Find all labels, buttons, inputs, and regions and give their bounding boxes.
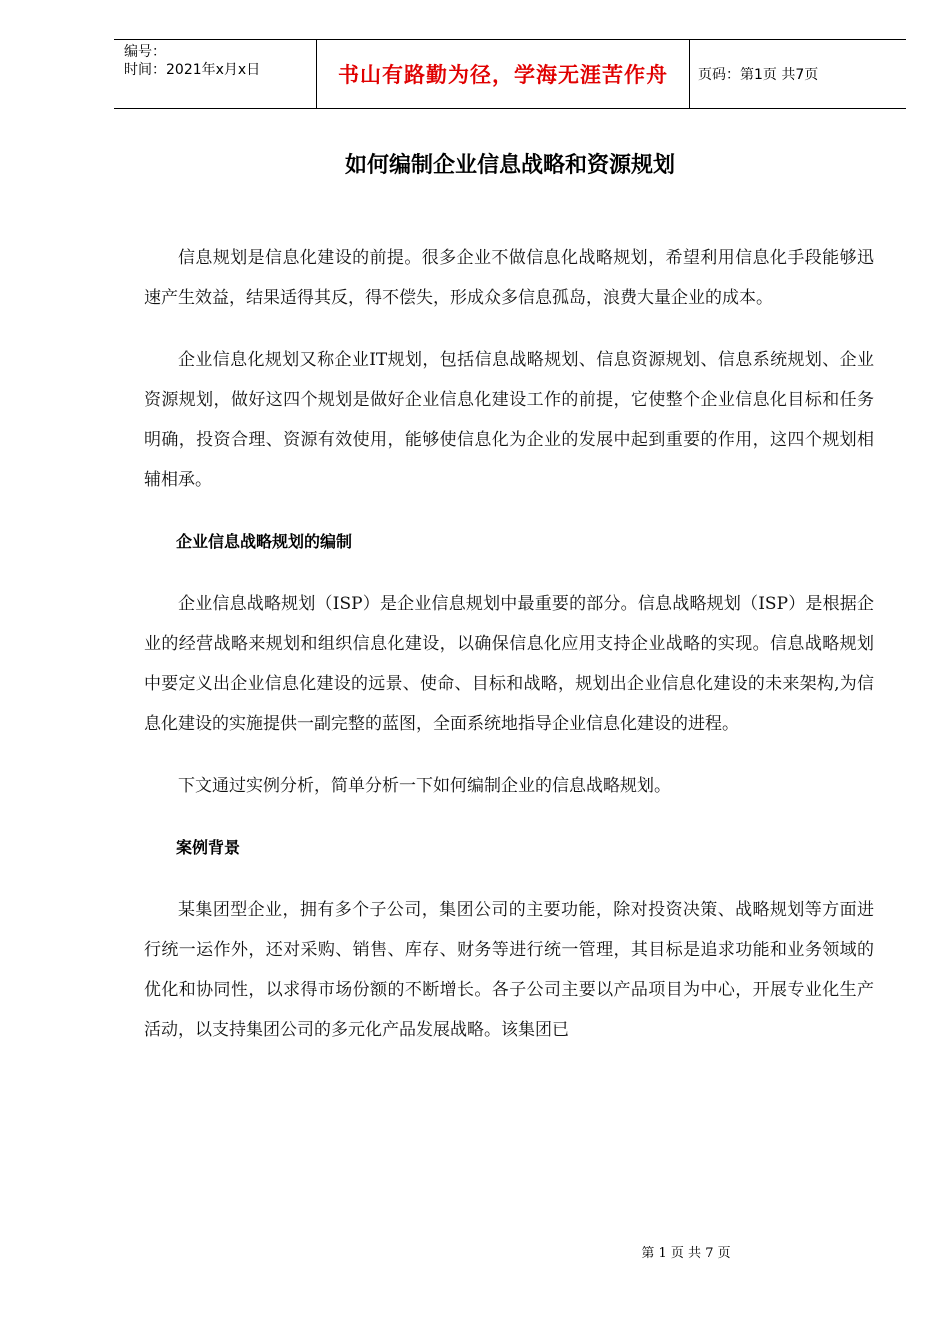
paragraph: 企业信息战略规划（ISP）是企业信息规划中最重要的部分。信息战略规划（ISP）是根据企业的经营战略来规划和组织信息化建设，以确保信息化应用支持企业战略的实现。信息战略规划中要定义出企业信息化建设的远景、使命、目标和战略，规划出企业信息化建设的未来架构,为信息化建设的实施提供一副完整的蓝图，全面系统地指导企业信息化建设的进程。 <box>144 594 874 734</box>
number-label: 编号： <box>124 44 166 60</box>
paragraph: 某集团型企业，拥有多个子公司，集团公司的主要功能，除对投资决策、战略规划等方面进行统一运作外，还对采购、销售、库存、财务等进行统一管理，其目标是追求功能和业务领域的优化和协同性，以求得市场份额的不断增长。各子公司主要以产品项目为中心，开展专业化生产活动，以支持集团公司的多元化产品发展战略。该集团已 <box>144 900 874 1040</box>
paragraph: 下文通过实例分析，简单分析一下如何编制企业的信息战略规划。 <box>178 776 671 796</box>
paragraph: 企业信息化规划又称企业IT规划，包括信息战略规划、信息资源规划、信息系统规划、企业资源规划，做好这四个规划是做好企业信息化建设工作的前提，它使整个企业信息化目标和任务明确，投资合理、资源有效使用，能够使信息化为企业的发展中起到重要的作用，这四个规划相辅相承。 <box>144 350 874 490</box>
document-title: 如何编制企业信息战略和资源规划 <box>344 152 675 178</box>
header-meta <box>114 40 316 108</box>
document-body <box>144 238 874 1072</box>
time-label: 时间：2021年x月x日 <box>124 62 261 78</box>
header-motto: 书山有路勤为径，学海无涯苦作舟 <box>316 40 690 108</box>
page-footer: 第 1 页 共 7 页 <box>641 1246 731 1261</box>
header-page-info: 页码：第1页 共7页 <box>698 67 819 83</box>
page-header <box>114 39 906 109</box>
section-heading: 案例背景 <box>176 838 241 857</box>
paragraph: 信息规划是信息化建设的前提。很多企业不做信息化战略规划，希望利用信息化手段能够迅速产生效益，结果适得其反，得不偿失，形成众多信息孤岛，浪费大量企业的成本。 <box>144 248 874 308</box>
section-heading: 企业信息战略规划的编制 <box>176 532 353 551</box>
